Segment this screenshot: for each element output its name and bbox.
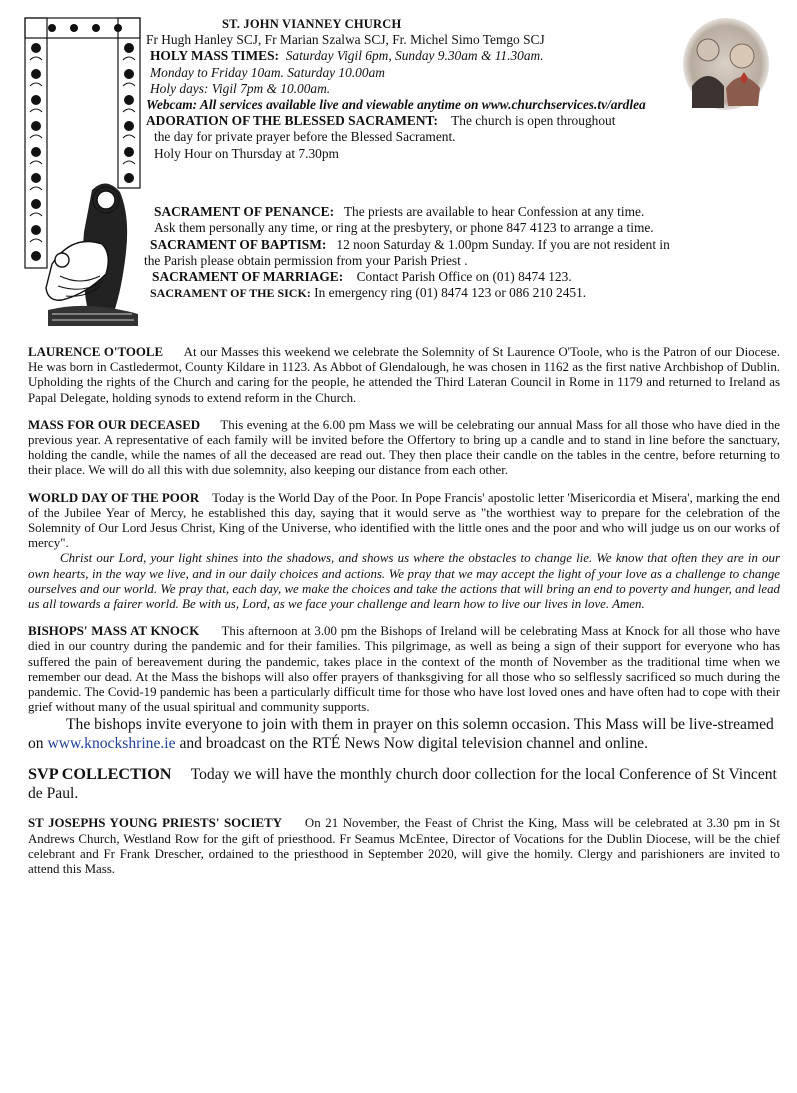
josephs-body: On 21 November, the Feast of Christ the King, Mass will be celebrated at 3.30 pm in St Andrews Church, Westland Row for the gift of priesthood. Fr Seamus McEntee, Director of Vocations for the Dublin Diocese, will be the chief celebrant and Fr Frank Drescher, ordained to the priesthood in September 2020, will give the homily. Clergy and parishioners are invited to attend this Mass. <box>28 816 780 877</box>
prayer-text: Christ our Lord, your light shines into the shadows, and shows us where the obstacles to change lie. We know that often they are in our own hearts, in the way we live, and in our daily choices and actions. We pray that we may accept the light of your love as a challenge to change ourselves and our world. We pray that, each day, we make the choices and take the actions that will bring an end to poverty and hunger, and lead us all towards a fairer world. Be with us, Lord, as we face your challenge and learn how to live our lives in love. Amen. <box>28 551 780 612</box>
church-info-header <box>146 16 776 162</box>
articles-section <box>28 345 780 889</box>
article-josephs <box>28 816 780 877</box>
article-otoole <box>28 345 780 406</box>
penance-text-2: Ask them personally any time, or ring at the presbytery, or phone 847 4123 to arrange a time. <box>154 220 654 236</box>
mass-times-line <box>146 48 776 64</box>
josephs-heading: ST JOSEPHS YOUNG PRIESTS' SOCIETY <box>28 816 283 831</box>
svp-heading: SVP COLLECTION <box>28 765 172 784</box>
knock-invite-pre: The bishops invite everyone to join with them in prayer on this solemn occasion. This Mass will be live-streamed on <box>28 716 774 753</box>
webcam-line: Webcam: All services available live and viewable anytime on www.churchservices.tv/ardlea <box>146 97 646 113</box>
sick-line <box>146 285 786 301</box>
poor-heading: WORLD DAY OF THE POOR <box>28 490 200 505</box>
article-deceased <box>28 418 780 479</box>
otoole-heading: LAURENCE O'TOOLE <box>28 345 164 359</box>
church-name: ST. JOHN VIANNEY CHURCH <box>222 17 402 31</box>
holy-hour: Holy Hour on Thursday at 7.30pm <box>154 145 339 161</box>
svp-body: Today we will have the monthly church door collection for the local Conference of St Vincent de Paul. <box>28 766 777 803</box>
deceased-body: This evening at the 6.00 pm Mass we will be celebrating our annual Mass for all those who have died in the previous year. A representative of each family will be invited before the Offertory to bring up a candle and to stand in line before the sanctuary, holding the candle, while the names of all the deceased are read out. They then place their candle on the tables in the centre, before returning to their place. We will do all this with due solemnity, also keeping our distance from each other. <box>28 417 780 478</box>
baptism-text-2: the Parish please obtain permission from your Parish Priest . <box>144 252 468 268</box>
knock-invite <box>28 715 780 753</box>
sick-text: In emergency ring (01) 8474 123 or 086 210 2451. <box>314 285 587 301</box>
marriage-label: SACRAMENT OF MARRIAGE: <box>152 269 344 285</box>
deceased-heading: MASS FOR OUR DECEASED <box>28 417 201 432</box>
article-svp <box>28 765 780 803</box>
marriage-text: Contact Parish Office on (01) 8474 123. <box>356 269 572 285</box>
marriage-line <box>146 269 786 285</box>
sacraments-section <box>146 204 786 302</box>
penance-line <box>146 204 786 220</box>
adoration-text-1: The church is open throughout <box>451 113 616 129</box>
article-poor <box>28 491 780 552</box>
weekday-times: Monday to Friday 10am. Saturday 10.00am <box>150 64 385 80</box>
adoration-label: ADORATION OF THE BLESSED SACRAMENT: <box>146 113 438 129</box>
penance-label: SACRAMENT OF PENANCE: <box>154 204 335 219</box>
knockshrine-link[interactable]: www.knockshrine.ie <box>47 735 176 753</box>
priests-line: Fr Hugh Hanley SCJ, Fr Marian Szalwa SCJ, Fr. Michel Simo Temgo SCJ <box>146 32 545 48</box>
baptism-line <box>146 237 786 253</box>
mass-times-value: Saturday Vigil 6pm, Sunday 9.30am & 11.30am. <box>285 48 544 64</box>
otoole-body: At our Masses this weekend we celebrate the Solemnity of St Laurence O'Toole, who is the Patron of our Diocese. He was born in Castledermot, County Kildare in 1123. As Abbot of Glendalough, he was chosen in 1162 as the first native Archbishop of Dublin. Upholding the rights of the Church and caring for the people, he attended the Third Lateran Council in Rome in 1179 and returned to Ireland as Papal Delegate, holding synods to extend reform in the Church. <box>28 345 781 405</box>
penance-text: The priests are available to hear Confession at any time. <box>343 204 645 219</box>
poor-body: Today is the World Day of the Poor. In Pope Francis' apostolic letter 'Misericordia et Misera', marking the end of the Jubilee Year of Mercy, he established this day, saying that it would serve as "the worthiest way to prepare for the celebration of the Solemnity of Our Lord Jesus Christ, King of the Universe, who identified with the little ones and the poor and who will judge us on our works of mercy". <box>28 490 780 551</box>
article-knock <box>28 624 780 715</box>
pieta-woodcut-image <box>22 14 146 330</box>
knock-heading: BISHOPS' MASS AT KNOCK <box>28 624 200 639</box>
mass-times-label: HOLY MASS TIMES: <box>150 48 279 64</box>
baptism-text: 12 noon Saturday & 1.00pm Sunday. If you are not resident in <box>336 236 670 252</box>
adoration-text-2: the day for private prayer before the Blessed Sacrament. <box>154 129 456 145</box>
knock-invite-post: and broadcast on the RTÉ News Now digital television channel and online. <box>175 735 648 753</box>
knock-body: This afternoon at 3.00 pm the Bishops of Ireland will be celebrating Mass at Knock for all those who have died in our country during the pandemic and for their families. This pilgrimage, as well as being a sign of their support for everyone who has suffered the pain of bereavement during the pandemic, takes place in the context of the month of November as the traditional time when we remember our dead. At the Mass the bishops will also offer prayers of thanksgiving for all those who so selflessly sacrificed so much during the pandemic. The Covid-19 pandemic has been a particularly difficult time for those who have lost loved ones and have often had to cope with their grief without many of the usual spiritual and community supports. <box>28 624 780 715</box>
sick-label: SACRAMENT OF THE SICK: <box>150 286 311 301</box>
holy-days: Holy days: Vigil 7pm & 10.00am. <box>150 80 331 96</box>
baptism-label: SACRAMENT OF BAPTISM: <box>150 236 327 252</box>
adoration-line <box>146 113 776 129</box>
